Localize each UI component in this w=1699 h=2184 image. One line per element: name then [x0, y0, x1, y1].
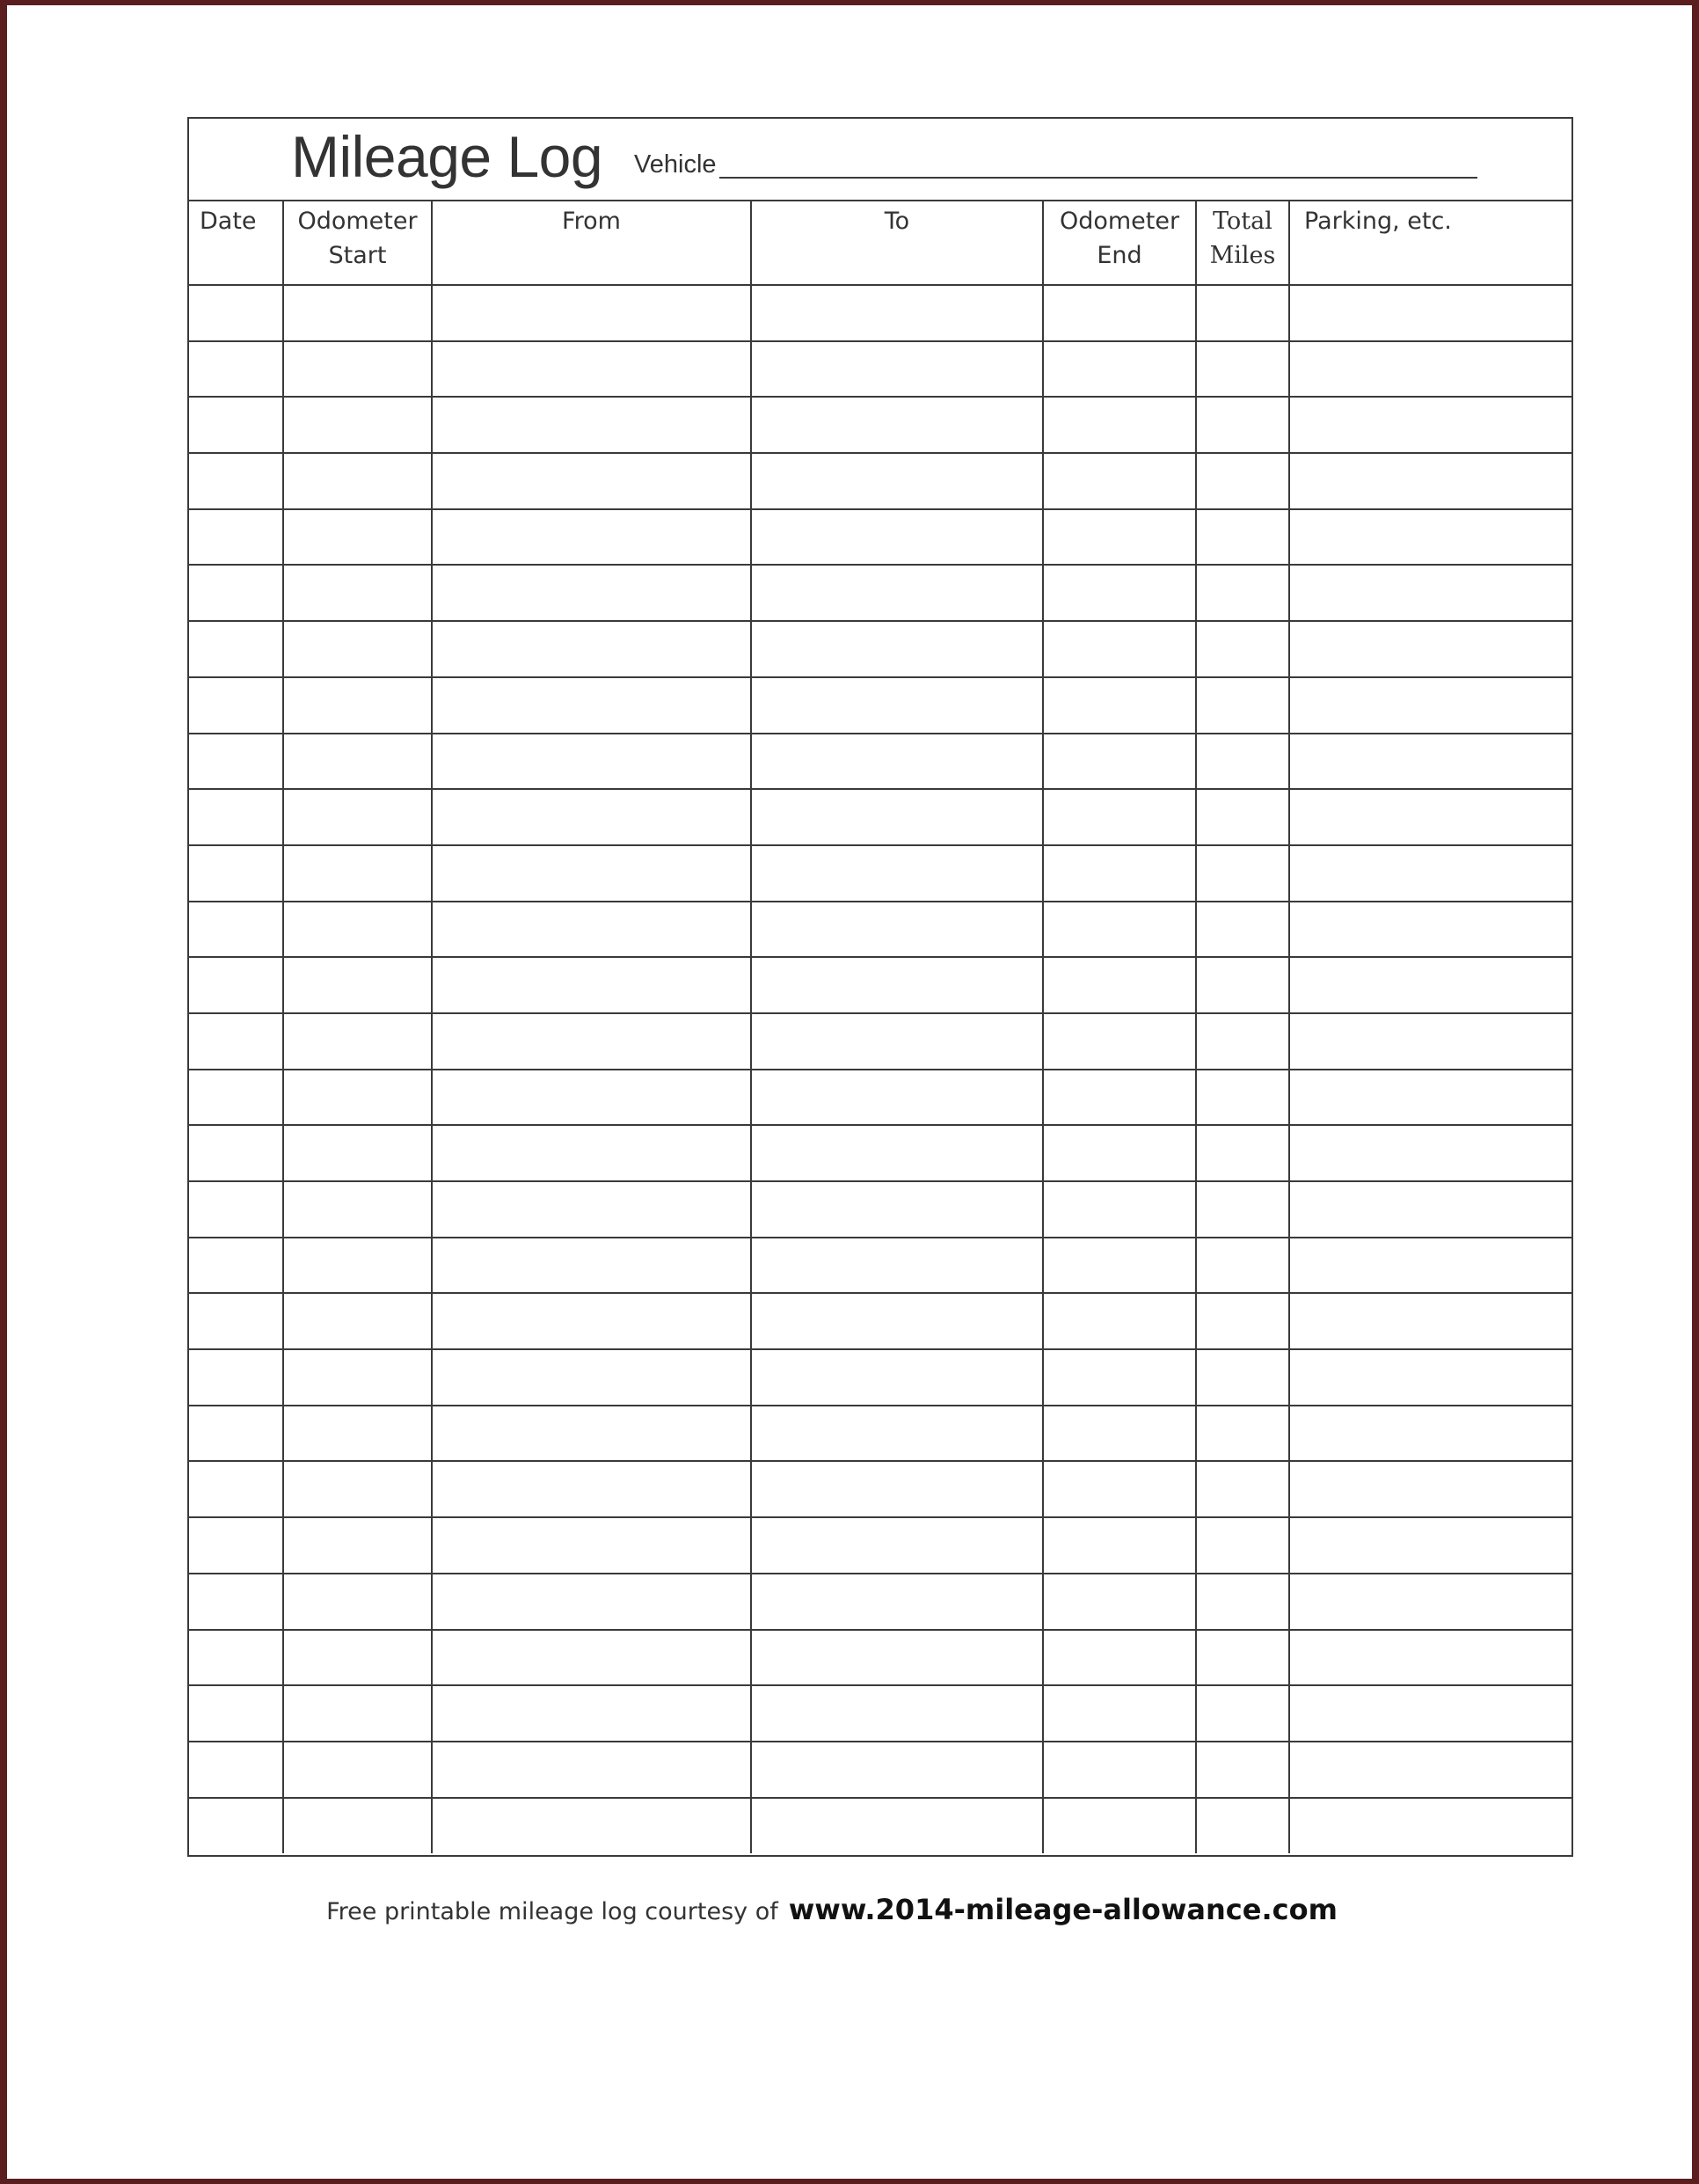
table-header-row	[189, 201, 1571, 285]
table-row	[189, 789, 1571, 845]
cell-to[interactable]	[751, 1293, 1043, 1349]
cell-to[interactable]	[751, 1630, 1043, 1686]
cell-to[interactable]	[751, 845, 1043, 902]
cell-odometer-start[interactable]	[283, 1238, 432, 1294]
cell-odometer-start[interactable]	[283, 734, 432, 790]
mileage-log-sheet	[187, 117, 1573, 1857]
table-row	[189, 565, 1571, 621]
table-row	[189, 1574, 1571, 1630]
cell-date[interactable]	[189, 1070, 283, 1126]
cell-from[interactable]	[432, 509, 751, 566]
cell-to[interactable]	[751, 1517, 1043, 1574]
cell-total-miles[interactable]	[1196, 789, 1289, 845]
cell-from[interactable]	[432, 1742, 751, 1798]
cell-date[interactable]	[189, 565, 283, 621]
cell-odometer-end[interactable]	[1043, 1349, 1196, 1406]
cell-total-miles[interactable]	[1196, 565, 1289, 621]
cell-odometer-start[interactable]	[283, 1181, 432, 1238]
cell-odometer-start[interactable]	[283, 341, 432, 398]
cell-to[interactable]	[751, 1238, 1043, 1294]
cell-date[interactable]	[189, 1125, 283, 1181]
cell-odometer-end[interactable]	[1043, 677, 1196, 734]
table-row	[189, 677, 1571, 734]
cell-total-miles[interactable]	[1196, 734, 1289, 790]
cell-from[interactable]	[432, 957, 751, 1013]
cell-odometer-end[interactable]	[1043, 621, 1196, 677]
cell-odometer-end[interactable]	[1043, 1181, 1196, 1238]
cell-odometer-start[interactable]	[283, 845, 432, 902]
table-body	[189, 285, 1571, 1853]
cell-date[interactable]	[189, 1574, 283, 1630]
table-row	[189, 1461, 1571, 1517]
table-row	[189, 341, 1571, 398]
cell-date[interactable]	[189, 845, 283, 902]
cell-to[interactable]	[751, 902, 1043, 958]
cell-total-miles[interactable]	[1196, 1349, 1289, 1406]
cell-to[interactable]	[751, 957, 1043, 1013]
cell-total-miles[interactable]	[1196, 509, 1289, 566]
cell-parking[interactable]	[1289, 789, 1571, 845]
cell-total-miles[interactable]	[1196, 1181, 1289, 1238]
cell-odometer-end[interactable]	[1043, 509, 1196, 566]
cell-to[interactable]	[751, 789, 1043, 845]
cell-odometer-end[interactable]	[1043, 1125, 1196, 1181]
cell-date[interactable]	[189, 902, 283, 958]
cell-from[interactable]	[432, 1125, 751, 1181]
cell-date[interactable]	[189, 1630, 283, 1686]
cell-parking[interactable]	[1289, 1293, 1571, 1349]
cell-total-miles[interactable]	[1196, 1574, 1289, 1630]
cell-to[interactable]	[751, 565, 1043, 621]
cell-odometer-start[interactable]	[283, 453, 432, 509]
cell-odometer-end[interactable]	[1043, 957, 1196, 1013]
cell-parking[interactable]	[1289, 845, 1571, 902]
cell-date[interactable]	[189, 1798, 283, 1854]
cell-to[interactable]	[751, 1685, 1043, 1742]
cell-to[interactable]	[751, 677, 1043, 734]
cell-to[interactable]	[751, 734, 1043, 790]
table-row	[189, 1238, 1571, 1294]
cell-from[interactable]	[432, 341, 751, 398]
cell-to[interactable]	[751, 1461, 1043, 1517]
cell-parking[interactable]	[1289, 1349, 1571, 1406]
cell-parking[interactable]	[1289, 1798, 1571, 1854]
table-row	[189, 1685, 1571, 1742]
cell-from[interactable]	[432, 677, 751, 734]
table-row	[189, 1406, 1571, 1462]
table-row	[189, 1070, 1571, 1126]
cell-total-miles[interactable]	[1196, 397, 1289, 453]
cell-odometer-end[interactable]	[1043, 1630, 1196, 1686]
table-row	[189, 957, 1571, 1013]
cell-to[interactable]	[751, 1742, 1043, 1798]
cell-odometer-start[interactable]	[283, 957, 432, 1013]
table-row	[189, 1517, 1571, 1574]
table-row	[189, 621, 1571, 677]
cell-odometer-end[interactable]	[1043, 1013, 1196, 1070]
cell-odometer-end[interactable]	[1043, 1070, 1196, 1126]
cell-date[interactable]	[189, 789, 283, 845]
cell-odometer-start[interactable]	[283, 1685, 432, 1742]
cell-to[interactable]	[751, 509, 1043, 566]
cell-odometer-end[interactable]	[1043, 285, 1196, 341]
cell-date[interactable]	[189, 1742, 283, 1798]
cell-parking[interactable]	[1289, 1125, 1571, 1181]
cell-total-miles[interactable]	[1196, 1685, 1289, 1742]
cell-odometer-end[interactable]	[1043, 1798, 1196, 1854]
cell-parking[interactable]	[1289, 1238, 1571, 1294]
cell-total-miles[interactable]	[1196, 621, 1289, 677]
cell-total-miles[interactable]	[1196, 677, 1289, 734]
table-row	[189, 902, 1571, 958]
cell-parking[interactable]	[1289, 1461, 1571, 1517]
column-header-parking: Parking, etc.	[1289, 201, 1571, 285]
cell-parking[interactable]	[1289, 1406, 1571, 1462]
cell-parking[interactable]	[1289, 1070, 1571, 1126]
cell-parking[interactable]	[1289, 1742, 1571, 1798]
cell-odometer-start[interactable]	[283, 677, 432, 734]
cell-from[interactable]	[432, 453, 751, 509]
cell-date[interactable]	[189, 397, 283, 453]
cell-parking[interactable]	[1289, 1630, 1571, 1686]
cell-total-miles[interactable]	[1196, 285, 1289, 341]
cell-odometer-end[interactable]	[1043, 1461, 1196, 1517]
table-row	[189, 509, 1571, 566]
cell-from[interactable]	[432, 1685, 751, 1742]
cell-odometer-start[interactable]	[283, 1013, 432, 1070]
cell-date[interactable]	[189, 341, 283, 398]
cell-date[interactable]	[189, 1349, 283, 1406]
cell-total-miles[interactable]	[1196, 845, 1289, 902]
cell-date[interactable]	[189, 285, 283, 341]
vehicle-label: Vehicle	[634, 150, 717, 179]
cell-date[interactable]	[189, 1293, 283, 1349]
column-header-from: From	[432, 201, 751, 285]
cell-date[interactable]	[189, 734, 283, 790]
cell-to[interactable]	[751, 1125, 1043, 1181]
cell-from[interactable]	[432, 1798, 751, 1854]
table-row	[189, 453, 1571, 509]
cell-odometer-start[interactable]	[283, 1630, 432, 1686]
cell-total-miles[interactable]	[1196, 1070, 1289, 1126]
cell-date[interactable]	[189, 677, 283, 734]
cell-to[interactable]	[751, 1181, 1043, 1238]
cell-from[interactable]	[432, 1461, 751, 1517]
cell-parking[interactable]	[1289, 285, 1571, 341]
cell-parking[interactable]	[1289, 1013, 1571, 1070]
cell-from[interactable]	[432, 902, 751, 958]
cell-from[interactable]	[432, 1181, 751, 1238]
cell-from[interactable]	[432, 734, 751, 790]
cell-parking[interactable]	[1289, 341, 1571, 398]
cell-from[interactable]	[432, 1013, 751, 1070]
cell-odometer-end[interactable]	[1043, 453, 1196, 509]
cell-odometer-start[interactable]	[283, 789, 432, 845]
table-row	[189, 397, 1571, 453]
cell-total-miles[interactable]	[1196, 1406, 1289, 1462]
cell-total-miles[interactable]	[1196, 1461, 1289, 1517]
cell-total-miles[interactable]	[1196, 1238, 1289, 1294]
cell-date[interactable]	[189, 621, 283, 677]
cell-odometer-start[interactable]	[283, 621, 432, 677]
cell-odometer-end[interactable]	[1043, 341, 1196, 398]
cell-odometer-start[interactable]	[283, 565, 432, 621]
column-header-odometer-end: Odometer End	[1043, 201, 1196, 285]
cell-date[interactable]	[189, 957, 283, 1013]
cell-to[interactable]	[751, 397, 1043, 453]
cell-odometer-start[interactable]	[283, 1070, 432, 1126]
table-row	[189, 1125, 1571, 1181]
cell-from[interactable]	[432, 285, 751, 341]
cell-odometer-start[interactable]	[283, 1517, 432, 1574]
cell-parking[interactable]	[1289, 397, 1571, 453]
cell-total-miles[interactable]	[1196, 1742, 1289, 1798]
cell-from[interactable]	[432, 1406, 751, 1462]
cell-odometer-end[interactable]	[1043, 1517, 1196, 1574]
column-header-odometer-start: Odometer Start	[283, 201, 432, 285]
cell-date[interactable]	[189, 453, 283, 509]
vehicle-blank-line[interactable]	[719, 177, 1477, 179]
cell-odometer-start[interactable]	[283, 397, 432, 453]
cell-from[interactable]	[432, 845, 751, 902]
table-row	[189, 1013, 1571, 1070]
cell-parking[interactable]	[1289, 1685, 1571, 1742]
cell-odometer-end[interactable]	[1043, 397, 1196, 453]
table-row	[189, 1293, 1571, 1349]
cell-odometer-start[interactable]	[283, 1742, 432, 1798]
cell-odometer-end[interactable]	[1043, 1685, 1196, 1742]
table-row	[189, 1742, 1571, 1798]
cell-odometer-end[interactable]	[1043, 1574, 1196, 1630]
cell-odometer-start[interactable]	[283, 509, 432, 566]
cell-parking[interactable]	[1289, 509, 1571, 566]
cell-date[interactable]	[189, 1461, 283, 1517]
cell-to[interactable]	[751, 1013, 1043, 1070]
cell-parking[interactable]	[1289, 902, 1571, 958]
footer-link[interactable]: www.2014-mileage-allowance.com	[788, 1893, 1338, 1926]
cell-parking[interactable]	[1289, 565, 1571, 621]
cell-from[interactable]	[432, 565, 751, 621]
cell-total-miles[interactable]	[1196, 1517, 1289, 1574]
cell-total-miles[interactable]	[1196, 957, 1289, 1013]
cell-date[interactable]	[189, 1181, 283, 1238]
cell-odometer-end[interactable]	[1043, 1238, 1196, 1294]
cell-parking[interactable]	[1289, 957, 1571, 1013]
cell-to[interactable]	[751, 341, 1043, 398]
cell-odometer-end[interactable]	[1043, 1293, 1196, 1349]
title-row	[189, 119, 1571, 201]
cell-date[interactable]	[189, 1406, 283, 1462]
cell-from[interactable]	[432, 1517, 751, 1574]
cell-to[interactable]	[751, 1349, 1043, 1406]
cell-to[interactable]	[751, 285, 1043, 341]
cell-odometer-start[interactable]	[283, 1293, 432, 1349]
column-header-date: Date	[189, 201, 283, 285]
cell-total-miles[interactable]	[1196, 902, 1289, 958]
cell-date[interactable]	[189, 1013, 283, 1070]
cell-odometer-start[interactable]	[283, 902, 432, 958]
cell-to[interactable]	[751, 1574, 1043, 1630]
cell-from[interactable]	[432, 621, 751, 677]
cell-total-miles[interactable]	[1196, 1013, 1289, 1070]
cell-odometer-start[interactable]	[283, 1125, 432, 1181]
cell-to[interactable]	[751, 453, 1043, 509]
column-header-to: To	[751, 201, 1043, 285]
cell-to[interactable]	[751, 1406, 1043, 1462]
cell-parking[interactable]	[1289, 621, 1571, 677]
cell-odometer-end[interactable]	[1043, 902, 1196, 958]
cell-total-miles[interactable]	[1196, 453, 1289, 509]
mileage-table	[189, 201, 1571, 1853]
cell-date[interactable]	[189, 1238, 283, 1294]
cell-date[interactable]	[189, 1685, 283, 1742]
cell-date[interactable]	[189, 1517, 283, 1574]
cell-date[interactable]	[189, 509, 283, 566]
cell-from[interactable]	[432, 397, 751, 453]
table-row	[189, 845, 1571, 902]
cell-total-miles[interactable]	[1196, 1293, 1289, 1349]
cell-from[interactable]	[432, 789, 751, 845]
cell-parking[interactable]	[1289, 677, 1571, 734]
cell-from[interactable]	[432, 1349, 751, 1406]
table-row	[189, 1181, 1571, 1238]
cell-odometer-end[interactable]	[1043, 734, 1196, 790]
cell-from[interactable]	[432, 1238, 751, 1294]
cell-odometer-end[interactable]	[1043, 565, 1196, 621]
cell-from[interactable]	[432, 1293, 751, 1349]
cell-odometer-end[interactable]	[1043, 1742, 1196, 1798]
cell-from[interactable]	[432, 1070, 751, 1126]
table-row	[189, 1798, 1571, 1854]
cell-odometer-end[interactable]	[1043, 845, 1196, 902]
cell-parking[interactable]	[1289, 1574, 1571, 1630]
cell-total-miles[interactable]	[1196, 1630, 1289, 1686]
cell-odometer-end[interactable]	[1043, 789, 1196, 845]
table-row	[189, 734, 1571, 790]
cell-parking[interactable]	[1289, 734, 1571, 790]
cell-odometer-start[interactable]	[283, 1461, 432, 1517]
footer-text: Free printable mileage log courtesy of	[326, 1898, 778, 1925]
table-row	[189, 1349, 1571, 1406]
cell-to[interactable]	[751, 621, 1043, 677]
cell-odometer-start[interactable]	[283, 1574, 432, 1630]
cell-to[interactable]	[751, 1798, 1043, 1854]
cell-odometer-start[interactable]	[283, 1406, 432, 1462]
cell-odometer-start[interactable]	[283, 285, 432, 341]
cell-odometer-end[interactable]	[1043, 1406, 1196, 1462]
cell-parking[interactable]	[1289, 1517, 1571, 1574]
cell-total-miles[interactable]	[1196, 1125, 1289, 1181]
cell-from[interactable]	[432, 1630, 751, 1686]
table-row	[189, 285, 1571, 341]
cell-odometer-start[interactable]	[283, 1349, 432, 1406]
cell-parking[interactable]	[1289, 453, 1571, 509]
table-row	[189, 1630, 1571, 1686]
cell-total-miles[interactable]	[1196, 341, 1289, 398]
page-title: Mileage Log	[291, 124, 603, 189]
column-header-total-miles: Total Miles	[1196, 201, 1289, 285]
cell-from[interactable]	[432, 1574, 751, 1630]
cell-parking[interactable]	[1289, 1181, 1571, 1238]
cell-odometer-start[interactable]	[283, 1798, 432, 1854]
cell-to[interactable]	[751, 1070, 1043, 1126]
cell-total-miles[interactable]	[1196, 1798, 1289, 1854]
footer	[7, 1893, 1692, 1926]
